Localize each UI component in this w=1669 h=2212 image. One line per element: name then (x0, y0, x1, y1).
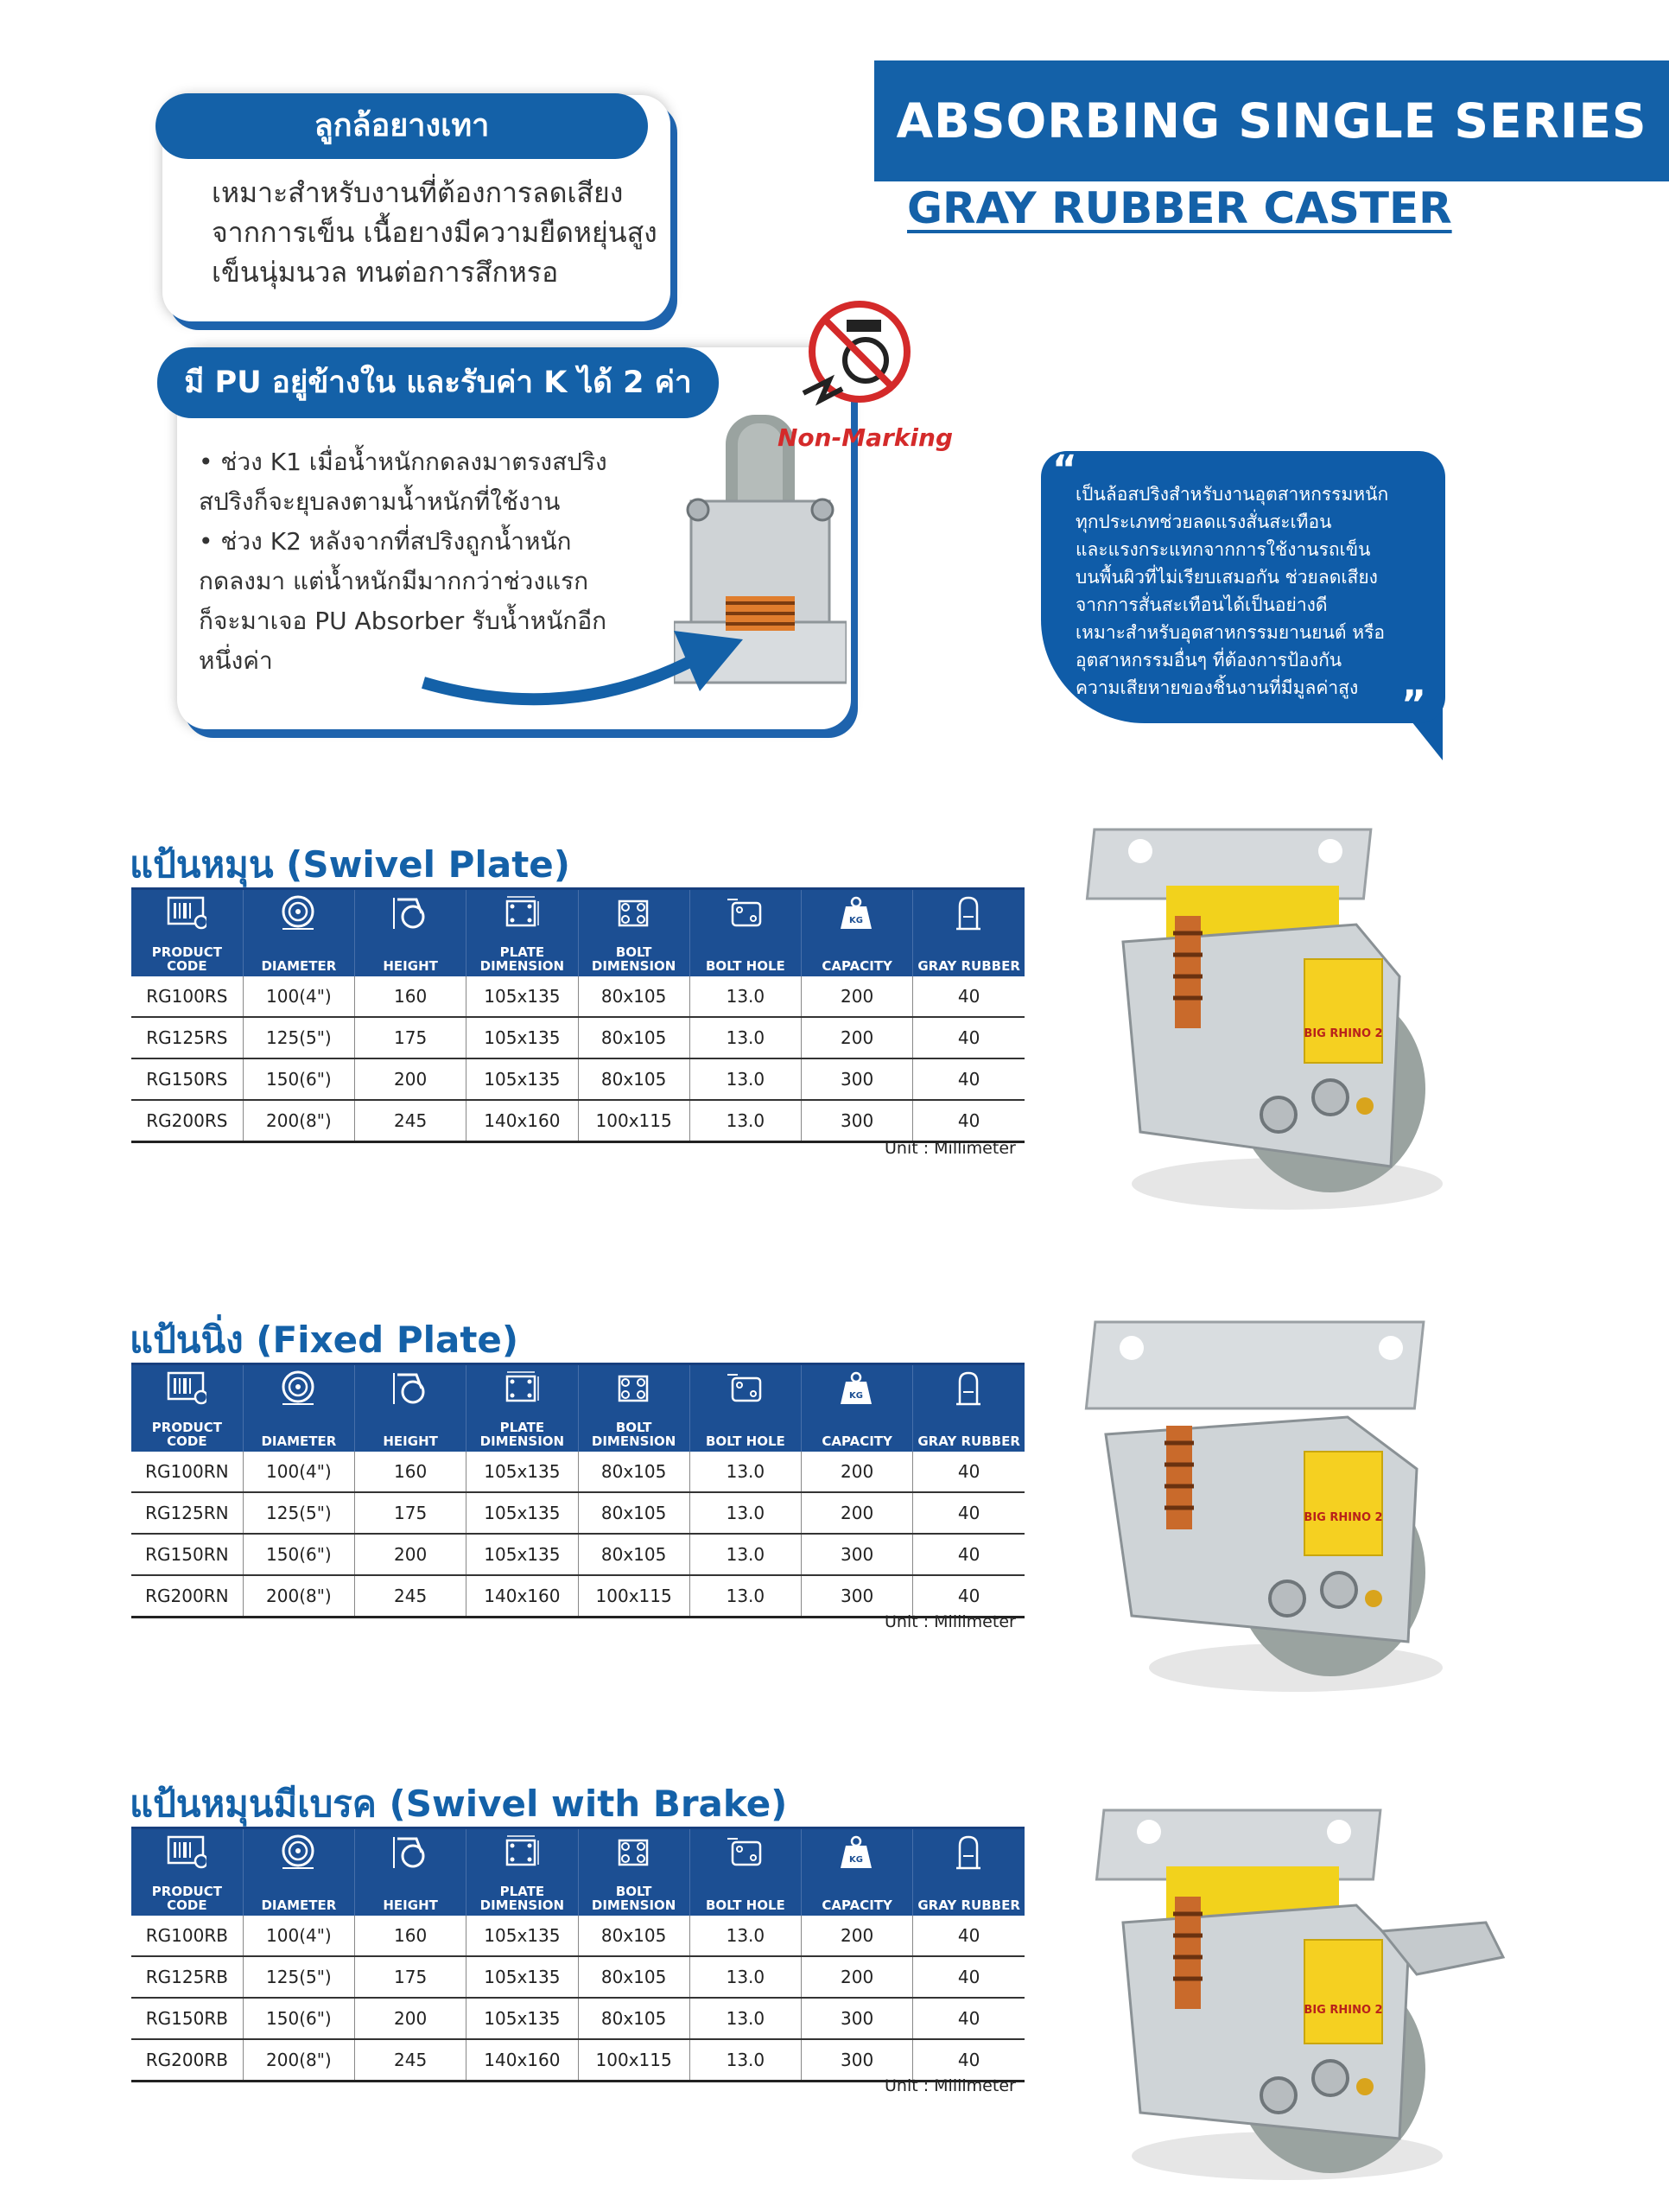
table-cell: 13.0 (689, 1916, 801, 1956)
table-cell: 175 (355, 1956, 466, 1998)
unit-note: Unit : Millimeter (885, 1139, 1016, 1158)
table-cell: 160 (355, 976, 466, 1017)
table-cell: 300 (802, 1534, 913, 1575)
table-cell: 40 (913, 1492, 1025, 1534)
wheel-diameter-icon (279, 894, 319, 932)
product-brand-label: BIG RHINO 2 (1304, 1027, 1383, 1040)
spec-table-fixed (131, 1363, 1025, 1618)
table-cell: 40 (913, 1534, 1025, 1575)
section-title-swivel: แป้นหมุน (Swivel Plate) (130, 843, 570, 886)
table-cell: 200(8") (243, 1100, 354, 1142)
table-cell: 200 (802, 976, 913, 1017)
gray-rubber-icon (949, 1834, 989, 1872)
table-cell: 80x105 (578, 1956, 689, 1998)
table-cell: 13.0 (689, 1575, 801, 1618)
spec-table-brake (131, 1827, 1025, 2082)
text-line: หนึ่งค่า (199, 646, 273, 675)
column-header: DIAMETER (243, 1879, 354, 1916)
table-cell: 200 (802, 1492, 913, 1534)
quote-line: เป็นล้อสปริงสำหรับงานอุตสาหกรรมหนัก (1076, 484, 1389, 505)
table-cell: 13.0 (689, 1534, 801, 1575)
header-icon-cell (913, 1364, 1025, 1416)
product-brand-label: BIG RHINO 2 (1304, 1511, 1383, 1524)
table-cell: 100(4") (243, 1452, 354, 1492)
table-row (131, 1452, 1025, 1492)
table-cell: 200 (355, 1534, 466, 1575)
table-cell: 105x135 (466, 1492, 578, 1534)
table-cell: RG100RS (131, 976, 243, 1017)
table-row (131, 1916, 1025, 1956)
table-cell: 150(6") (243, 1058, 354, 1100)
gray-rubber-icon (949, 1370, 989, 1408)
column-header: DIAMETER (243, 1415, 354, 1452)
table-cell: 300 (802, 1058, 913, 1100)
table-row (131, 976, 1025, 1017)
quote-line: เหมาะสำหรับอุตสาหกรรมยานยนต์ หรือ (1076, 622, 1385, 643)
quote-line: อุตสาหกรรมอื่นๆ ที่ต้องการป้องกัน (1076, 650, 1342, 671)
column-header: BOLT DIMENSION (578, 1415, 689, 1452)
header-icon-cell (802, 1364, 913, 1416)
column-header: BOLT DIMENSION (578, 1879, 689, 1916)
header-icon-cell (355, 1364, 466, 1416)
header-icon-cell (466, 1828, 578, 1880)
table-cell: 200 (355, 1058, 466, 1100)
text-line: เหมาะสำหรับงานที่ต้องการลดเสียง (212, 176, 624, 209)
text-line: เข็นนุ่มนวล ทนต่อการสึกหรอ (212, 256, 559, 289)
table-row (131, 1058, 1025, 1100)
spec-table-brake-wrap (131, 1827, 1025, 2082)
header-icon-cell (802, 1828, 913, 1880)
header-icon-cell (131, 889, 243, 941)
barcode-icon (167, 1834, 206, 1872)
barcode-icon (167, 1370, 206, 1408)
column-header: BOLT HOLE (689, 1415, 801, 1452)
capacity-weight-icon (837, 1370, 877, 1408)
table-cell: 100x115 (578, 2039, 689, 2082)
spec-table-swivel-wrap (131, 887, 1025, 1143)
table-cell: 80x105 (578, 1058, 689, 1100)
info-card-rubber-text (212, 173, 678, 292)
header-icon-cell (689, 889, 801, 941)
text-line: • ช่วง K1 เมื่อน้ำหนักกดลงมาตรงสปริง (199, 448, 607, 476)
bolt-dimension-icon (614, 1370, 654, 1408)
table-cell: 175 (355, 1017, 466, 1058)
header-icon-cell (913, 1828, 1025, 1880)
table-cell: 100(4") (243, 976, 354, 1017)
table-cell: 80x105 (578, 1916, 689, 1956)
table-cell: 105x135 (466, 976, 578, 1017)
header-icon-cell (466, 1364, 578, 1416)
table-row (131, 1998, 1025, 2039)
table-cell: 105x135 (466, 1452, 578, 1492)
capacity-weight-icon (837, 1834, 877, 1872)
column-header: GRAY RUBBER (913, 940, 1025, 976)
table-row (131, 1575, 1025, 1618)
quote-open-icon: “ (1052, 448, 1077, 492)
column-header: PLATE DIMENSION (466, 1415, 578, 1452)
header-icon-cell (131, 1828, 243, 1880)
plate-dimension-icon (502, 1370, 542, 1408)
column-header: HEIGHT (355, 940, 466, 976)
column-header: CAPACITY (802, 1879, 913, 1916)
table-cell: RG150RB (131, 1998, 243, 2039)
table-row (131, 1492, 1025, 1534)
header-icon-cell (578, 889, 689, 941)
info-card-rubber-title: ลูกล้อยางเทา (155, 93, 648, 159)
header-icon-cell (689, 1364, 801, 1416)
column-header: PRODUCT CODE (131, 940, 243, 976)
table-cell: 80x105 (578, 1452, 689, 1492)
table-cell: RG200RN (131, 1575, 243, 1618)
table-cell: 245 (355, 2039, 466, 2082)
table-cell: RG100RB (131, 1916, 243, 1956)
non-marking-label: Non-Marking (777, 423, 953, 452)
quote-line: จากการสั่นสะเทือนได้เป็นอย่างดี (1076, 594, 1328, 615)
bolt-dimension-icon (614, 1834, 654, 1872)
table-cell: RG150RN (131, 1534, 243, 1575)
fixed-caster-image (1071, 1305, 1503, 1702)
table-cell: 200 (802, 1017, 913, 1058)
header-icon-cell (913, 889, 1025, 941)
product-brand-label: BIG RHINO 2 (1304, 2004, 1383, 2017)
unit-note: Unit : Millimeter (885, 2076, 1016, 2095)
caster-height-icon (390, 1370, 430, 1408)
table-cell: RG100RN (131, 1452, 243, 1492)
quote-close-icon: ” (1401, 683, 1426, 727)
table-cell: 105x135 (466, 1998, 578, 2039)
table-cell: 13.0 (689, 1017, 801, 1058)
table-cell: 300 (802, 2039, 913, 2082)
header-icon-cell (689, 1828, 801, 1880)
bolt-dimension-icon (614, 894, 654, 932)
table-cell: 125(5") (243, 1492, 354, 1534)
text-line: สปริงก็จะยุบลงตามน้ำหนักที่ใช้งาน (199, 487, 561, 516)
table-row (131, 2039, 1025, 2082)
table-cell: 40 (913, 1956, 1025, 1998)
column-header: BOLT HOLE (689, 1879, 801, 1916)
table-cell: 245 (355, 1575, 466, 1618)
unit-note: Unit : Millimeter (885, 1612, 1016, 1631)
column-header: PRODUCT CODE (131, 1879, 243, 1916)
table-cell: 150(6") (243, 1998, 354, 2039)
table-cell: 160 (355, 1452, 466, 1492)
table-cell: RG125RB (131, 1956, 243, 1998)
table-cell: 245 (355, 1100, 466, 1142)
table-cell: 80x105 (578, 1534, 689, 1575)
barcode-icon (167, 894, 206, 932)
table-cell: RG200RS (131, 1100, 243, 1142)
table-cell: 200 (802, 1452, 913, 1492)
caster-height-icon (390, 894, 430, 932)
table-cell: 13.0 (689, 1998, 801, 2039)
capacity-weight-icon (837, 894, 877, 932)
column-header: PLATE DIMENSION (466, 1879, 578, 1916)
info-card-pu-text (199, 442, 665, 681)
table-cell: 300 (802, 1998, 913, 2039)
column-header: DIAMETER (243, 940, 354, 976)
quote-text (1076, 480, 1438, 702)
brake-caster-image (1071, 1793, 1538, 2190)
table-cell: 105x135 (466, 1534, 578, 1575)
column-header: PRODUCT CODE (131, 1415, 243, 1452)
table-cell: 40 (913, 1998, 1025, 2039)
non-marking-icon (795, 298, 924, 419)
table-row (131, 1534, 1025, 1575)
quote-line: ทุกประเภทช่วยลดแรงสั่นสะเทือน (1076, 512, 1332, 532)
header-icon-cell (578, 1364, 689, 1416)
table-cell: 140x160 (466, 1100, 578, 1142)
bolt-hole-icon (726, 1370, 765, 1408)
header-icon-cell (355, 1828, 466, 1880)
table-cell: 140x160 (466, 2039, 578, 2082)
table-cell: 200 (802, 1956, 913, 1998)
column-header: GRAY RUBBER (913, 1415, 1025, 1452)
header-icon-cell (802, 889, 913, 941)
column-header: BOLT HOLE (689, 940, 801, 976)
column-header: BOLT DIMENSION (578, 940, 689, 976)
wheel-diameter-icon (279, 1834, 319, 1872)
column-header: CAPACITY (802, 940, 913, 976)
plate-dimension-icon (502, 1834, 542, 1872)
table-cell: RG125RS (131, 1017, 243, 1058)
table-cell: 40 (913, 2039, 1025, 2082)
table-cell: 13.0 (689, 976, 801, 1017)
table-cell: RG125RN (131, 1492, 243, 1534)
text-line: กดลงมา แต่น้ำหนักมีมากกว่าช่วงแรก (199, 567, 589, 595)
text-line: จากการเข็น เนื้อยางมีความยืดหยุ่นสูง (212, 216, 657, 249)
table-cell: 80x105 (578, 1017, 689, 1058)
series-title-banner: ABSORBING SINGLE SERIES (874, 60, 1669, 181)
table-cell: 13.0 (689, 1100, 801, 1142)
table-cell: 160 (355, 1916, 466, 1956)
table-cell: 40 (913, 1575, 1025, 1618)
table-cell: 40 (913, 1916, 1025, 1956)
table-cell: 100x115 (578, 1575, 689, 1618)
table-cell: 200 (355, 1998, 466, 2039)
table-cell: 125(5") (243, 1017, 354, 1058)
gray-rubber-icon (949, 894, 989, 932)
spec-table-swivel (131, 887, 1025, 1143)
table-cell: RG200RB (131, 2039, 243, 2082)
table-cell: 13.0 (689, 2039, 801, 2082)
table-cell: 300 (802, 1100, 913, 1142)
table-row (131, 1017, 1025, 1058)
plate-dimension-icon (502, 894, 542, 932)
header-icon-cell (243, 889, 354, 941)
table-cell: 100(4") (243, 1916, 354, 1956)
header-icon-cell (131, 1364, 243, 1416)
wheel-diameter-icon (279, 1370, 319, 1408)
caster-height-icon (390, 1834, 430, 1872)
table-row (131, 1100, 1025, 1142)
table-cell: 40 (913, 1017, 1025, 1058)
table-cell: 300 (802, 1575, 913, 1618)
text-line: ก็จะมาเจอ PU Absorber รับน้ำหนักอีก (199, 607, 607, 635)
table-cell: 13.0 (689, 1452, 801, 1492)
table-cell: 105x135 (466, 1956, 578, 1998)
table-cell: 80x105 (578, 1998, 689, 2039)
series-subtitle: GRAY RUBBER CASTER (907, 183, 1452, 233)
table-cell: 200(8") (243, 2039, 354, 2082)
header-icon-cell (243, 1828, 354, 1880)
column-header: CAPACITY (802, 1415, 913, 1452)
table-cell: 200 (802, 1916, 913, 1956)
table-cell: 175 (355, 1492, 466, 1534)
table-cell: 13.0 (689, 1956, 801, 1998)
table-row (131, 1956, 1025, 1998)
table-cell: 13.0 (689, 1058, 801, 1100)
header-icon-cell (243, 1364, 354, 1416)
table-cell: 140x160 (466, 1575, 578, 1618)
bolt-hole-icon (726, 894, 765, 932)
table-cell: 105x135 (466, 1916, 578, 1956)
table-cell: 100x115 (578, 1100, 689, 1142)
table-cell: 80x105 (578, 976, 689, 1017)
text-line: • ช่วง K2 หลังจากที่สปริงถูกน้ำหนัก (199, 527, 572, 556)
header-icon-cell (466, 889, 578, 941)
quote-line: และแรงกระแทกจากการใช้งานรถเข็น (1076, 539, 1371, 560)
table-cell: 40 (913, 1058, 1025, 1100)
section-title-brake: แป้นหมุนมีเบรค (Swivel with Brake) (130, 1783, 788, 1825)
column-header: HEIGHT (355, 1879, 466, 1916)
table-cell: 13.0 (689, 1492, 801, 1534)
section-title-fixed: แป้นนิ่ง (Fixed Plate) (130, 1319, 519, 1361)
column-header: GRAY RUBBER (913, 1879, 1025, 1916)
table-cell: RG150RS (131, 1058, 243, 1100)
table-cell: 80x105 (578, 1492, 689, 1534)
column-header: HEIGHT (355, 1415, 466, 1452)
header-icon-cell (578, 1828, 689, 1880)
table-cell: 105x135 (466, 1058, 578, 1100)
table-cell: 40 (913, 976, 1025, 1017)
table-cell: 125(5") (243, 1956, 354, 1998)
spec-table-fixed-wrap (131, 1363, 1025, 1618)
quote-line: บนพื้นผิวที่ไม่เรียบเสมอกัน ช่วยลดเสียง (1076, 567, 1378, 588)
table-cell: 40 (913, 1452, 1025, 1492)
swivel-caster-image (1071, 804, 1503, 1218)
table-cell: 200(8") (243, 1575, 354, 1618)
header-icon-cell (355, 889, 466, 941)
column-header: PLATE DIMENSION (466, 940, 578, 976)
table-cell: 40 (913, 1100, 1025, 1142)
table-cell: 105x135 (466, 1017, 578, 1058)
info-card-pu-title: มี PU อยู่ข้างใน และรับค่า K ได้ 2 ค่า (157, 347, 719, 418)
quote-line: ความเสียหายของชิ้นงานที่มีมูลค่าสูง (1076, 677, 1359, 698)
table-cell: 150(6") (243, 1534, 354, 1575)
bolt-hole-icon (726, 1834, 765, 1872)
